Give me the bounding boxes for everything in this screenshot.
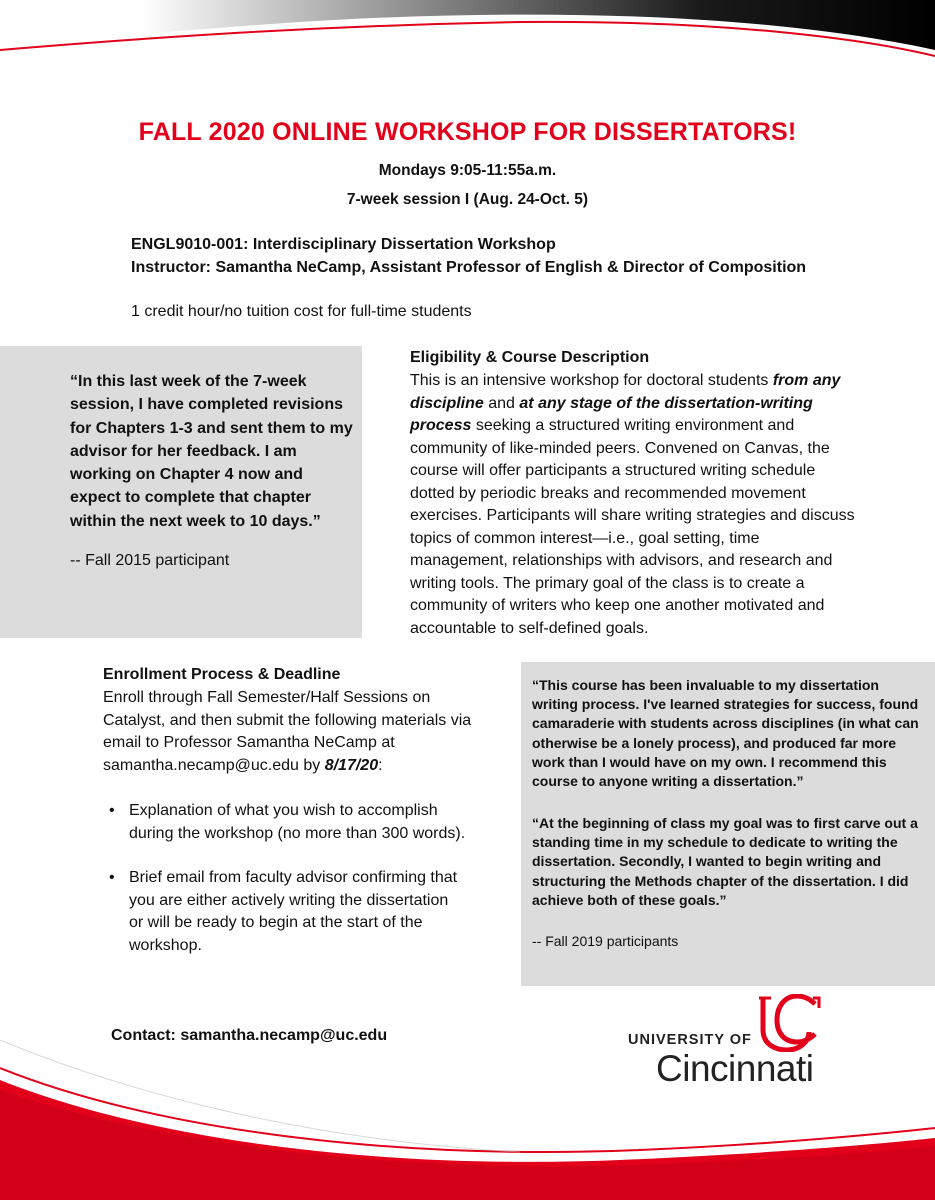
right-quote-1: “This course has been invaluable to my dissertation writing process. I've learned strategies for success, found camaraderie with students across disciplines (in what can otherwise be a lonely process), and produced far more work than I would have on my own. I recommend this course to anyone writing a dissertation.” xyxy=(532,677,919,790)
logo-university-of: UNIVERSITY OF xyxy=(628,1032,752,1048)
left-quote-text: “In this last week of the 7-week session, I have completed revisions for Chapters 1-3 and sent them to my advisor for her feedback. I am working on Chapter 4 now and expect to complete that chapter within the next week to 10 days.” xyxy=(70,373,353,530)
enrollment-deadline: 8/17/20 xyxy=(324,756,379,774)
list-item xyxy=(101,867,466,957)
enrollment-body: Enroll through Fall Semester/Half Sessions on Catalyst, and then submit the following materials via email to Professor Samantha NeCamp at samantha.necamp@uc.edu by xyxy=(103,689,472,774)
enrollment-text xyxy=(103,687,478,777)
desc-emphasis-1: from any discipline xyxy=(410,372,841,412)
schedule-line: Mondays 9:05-11:55a.m. xyxy=(378,162,557,179)
left-quote-attribution: -- Fall 2015 participant xyxy=(70,552,230,569)
logo-cincinnati: Cincinnati xyxy=(656,1048,814,1089)
page-title: FALL 2020 ONLINE WORKSHOP FOR DISSERTATORS! xyxy=(138,118,797,146)
course-title: ENGL9010-001: Interdisciplinary Dissertation Workshop xyxy=(131,236,556,253)
desc-part-1: This is an intensive workshop for doctoral students xyxy=(410,372,773,389)
enrollment-colon: : xyxy=(378,756,383,774)
uc-logo-mark xyxy=(757,994,821,1052)
bullet-icon: • xyxy=(109,802,115,819)
header-swoosh-graphic xyxy=(0,0,935,80)
eligibility-description xyxy=(410,370,855,640)
credit-line: 1 credit hour/no tuition cost for full-time students xyxy=(131,303,472,320)
requirements-list xyxy=(101,800,466,957)
desc-emphasis-2: at any stage of the dissertation-writing process xyxy=(410,394,813,434)
desc-part-2: and xyxy=(483,394,520,412)
desc-part-3: seeking a structured writing environment and community of like-minded peers. Convened on Canvas, the course will offer participants a structured writing schedule dotted by periodic breaks and recommended movement exercises. Participants will share writing strategies and discuss topics of common interest—i.e., goal setting, time management, relationships with advisors, and research and writing tools. The primary goal of the class is to create a community of writers who keep one another motivated and accountable to self-defined goals. xyxy=(410,417,855,637)
bullet-icon: • xyxy=(109,869,115,886)
enrollment-heading: Enrollment Process & Deadline xyxy=(103,666,341,683)
contact-line: Contact: samantha.necamp@uc.edu xyxy=(111,1027,388,1044)
session-line: 7-week session I (Aug. 24-Oct. 5) xyxy=(346,191,589,208)
right-quote-2: “At the beginning of class my goal was to first carve out a standing time in my schedule to dedicate to writing the dissertation. Secondly, I wanted to begin writing and structuring the Methods chapter of the dissertation. I did achieve both of these goals.” xyxy=(532,815,918,908)
university-logo xyxy=(622,990,837,1090)
right-quote-attribution: -- Fall 2019 participants xyxy=(532,933,679,949)
bullet-text: Brief email from faculty advisor confirming that you are either actively writing the dissertation or will be ready to begin at the start of the workshop. xyxy=(129,869,458,954)
eligibility-heading: Eligibility & Course Description xyxy=(410,349,650,366)
bullet-text: Explanation of what you wish to accomplish during the workshop (no more than 300 words). xyxy=(129,802,466,842)
instructor-line: Instructor: Samantha NeCamp, Assistant Professor of English & Director of Composition xyxy=(131,259,807,276)
list-item xyxy=(101,800,466,845)
